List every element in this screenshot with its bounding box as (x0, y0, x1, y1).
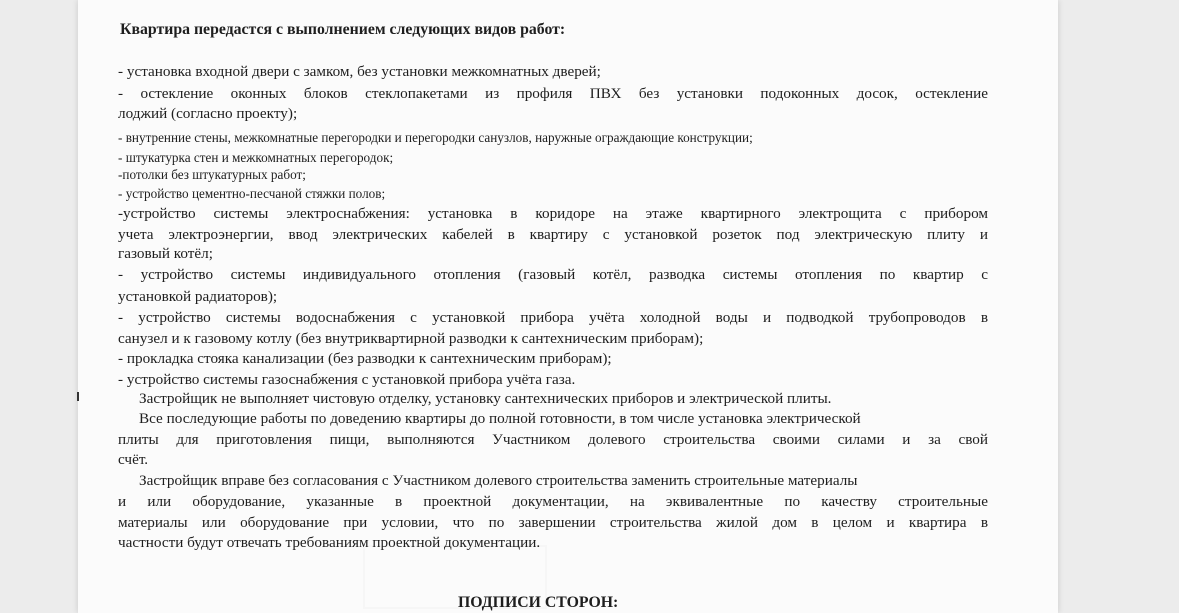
text-line: Все последующие работы по доведению квартиры до полной готовности, в том числе установка электрической (139, 410, 861, 427)
text-line: лоджий (согласно проекту); (118, 105, 298, 122)
text-line: Застройщик не выполняет чистовую отделку, установку сантехнических приборов и электрической плиты. (139, 390, 832, 407)
text-line: плиты для приготовления пищи, выполняются Участником долевого строительства своими силами и за свой (118, 431, 988, 448)
text-line: - устройство системы водоснабжения с установкой прибора учёта холодной воды и подводкой трубопроводов в (118, 309, 988, 326)
text-line: - устройство системы индивидуального отопления (газовый котёл, разводка системы отопления по квартир с (118, 266, 988, 283)
text-line: - устройство цементно-песчаной стяжки полов; (118, 186, 386, 201)
signatures-heading: ПОДПИСИ СТОРОН: (458, 594, 619, 611)
text-line: -потолки без штукатурных работ; (118, 167, 306, 182)
text-line: санузел и к газовому котлу (без внутриквартирной разводки к сантехническим приборам); (118, 330, 704, 347)
text-line: Застройщик вправе без согласования с Участником долевого строительства заменить строительные материалы (139, 472, 858, 489)
text-line: учета электроэнергии, ввод электрических кабелей в квартиру с установкой розеток под электрическую плиту и (118, 226, 988, 243)
text-line: - установка входной двери с замком, без установки межкомнатных дверей; (118, 63, 601, 80)
text-line: - прокладка стояка канализации (без разводки к сантехническим приборам); (118, 350, 612, 367)
text-line: - устройство системы газоснабжения с установкой прибора учёта газа. (118, 371, 576, 388)
text-line: установкой радиаторов); (118, 288, 278, 305)
text-line: материалы или оборудование при условии, что по завершении строительства жилой дом в целом и квартира в (118, 514, 988, 531)
text-line: - остекление оконных блоков стеклопакетами из профиля ПВХ без установки подоконных досок, остекление (118, 85, 988, 102)
text-line: счёт. (118, 451, 149, 468)
text-line: - внутренние стены, межкомнатные перегородки и перегородки санузлов, наружные ограждающие конструкции; (118, 130, 753, 145)
text-line: - штукатурка стен и межкомнатных перегородок; (118, 150, 394, 165)
text-line: и или оборудование, указанные в проектной документации, на эквивалентные по качеству строительные (118, 493, 988, 510)
text-line: частности будут отвечать требованиям проектной документации. (118, 534, 541, 551)
document-heading: Квартира передастся с выполнением следующих видов работ: (120, 21, 566, 38)
margin-mark (77, 392, 79, 401)
text-line: газовый котёл; (118, 245, 213, 262)
text-line: -устройство системы электроснабжения: установка в коридоре на этаже квартирного электрощита с прибором (118, 205, 988, 222)
